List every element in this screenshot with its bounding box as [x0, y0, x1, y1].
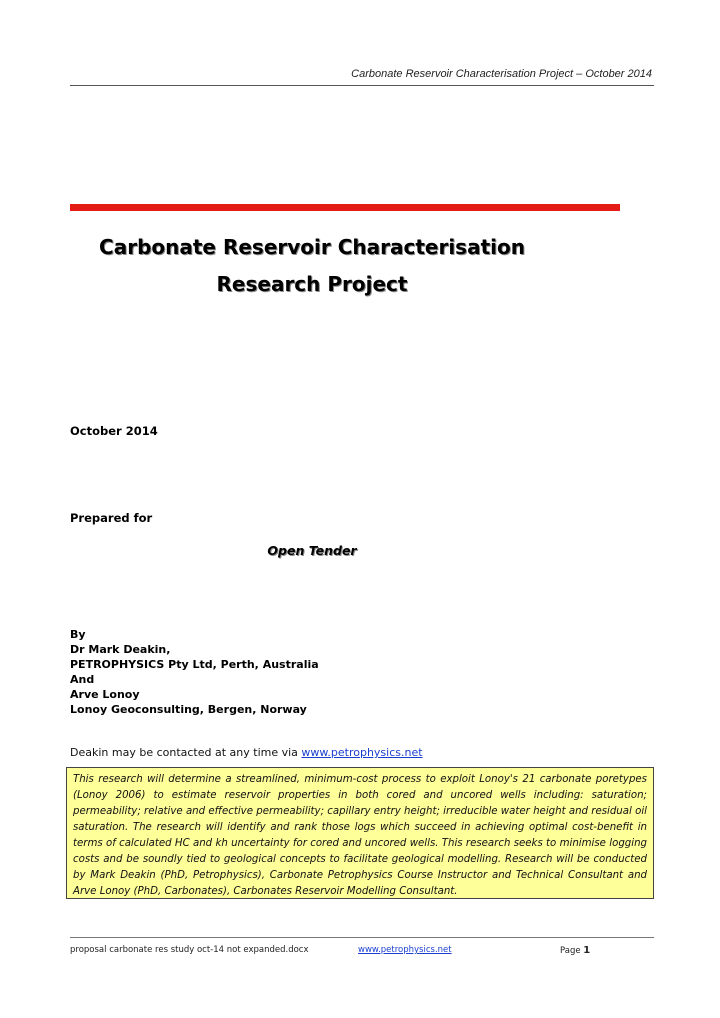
contact-line: [70, 746, 423, 759]
running-header: Carbonate Reservoir Characterisation Project – October 2014: [351, 68, 652, 80]
authors-line: By: [70, 628, 86, 641]
footer-divider: [70, 937, 654, 938]
footer-filename: proposal carbonate res study oct-14 not expanded.docx: [70, 945, 309, 955]
footer-page: [560, 945, 590, 956]
authors-block: [70, 627, 319, 717]
footer-link[interactable]: www.petrophysics.net: [358, 945, 452, 955]
footer-link-wrap: [358, 945, 452, 955]
title-line-2: Research Project: [216, 272, 408, 296]
authors-line: Lonoy Geoconsulting, Bergen, Norway: [70, 703, 307, 716]
contact-link[interactable]: www.petrophysics.net: [301, 746, 423, 759]
contact-text: Deakin may be contacted at any time via: [70, 746, 302, 759]
authors-line: And: [70, 673, 95, 686]
authors-line: Arve Lonoy: [70, 688, 140, 701]
authors-line: PETROPHYSICS Pty Ltd, Perth, Australia: [70, 658, 319, 671]
document-title: [20, 229, 604, 303]
page-label: Page: [560, 946, 584, 956]
abstract-box: This research will determine a streamlined, minimum-cost process to exploit Lonoy's 21 carbonate poretypes (Lonoy 2006) to estimate reservoir properties in both cored and uncored wells including: saturation; permeability; relative and effective permeability; capillary entry height; irreducible water height and residual oil saturation. The research will identify and rank those logs which succeed in achieving optimal cost-benefit in terms of calculated HC and kh uncertainty for cored and uncored wells. This research seeks to minimise logging costs and be soundly tied to geological concepts to facilitate geological modelling. Research will be conducted by Mark Deakin (PhD, Petrophysics), Carbonate Petrophysics Course Instructor and Technical Consultant and Arve Lonoy (PhD, Carbonates), Carbonates Reservoir Modelling Consultant.: [66, 767, 654, 899]
authors-line: Dr Mark Deakin,: [70, 643, 171, 656]
title-accent-bar: [70, 204, 620, 211]
page-number: 1: [583, 945, 591, 956]
title-line-1: Carbonate Reservoir Characterisation: [99, 235, 525, 259]
header-divider: [70, 85, 654, 86]
prepared-for-label: Prepared for: [70, 511, 153, 525]
client-name: Open Tender: [267, 543, 357, 558]
document-date: October 2014: [70, 424, 158, 438]
